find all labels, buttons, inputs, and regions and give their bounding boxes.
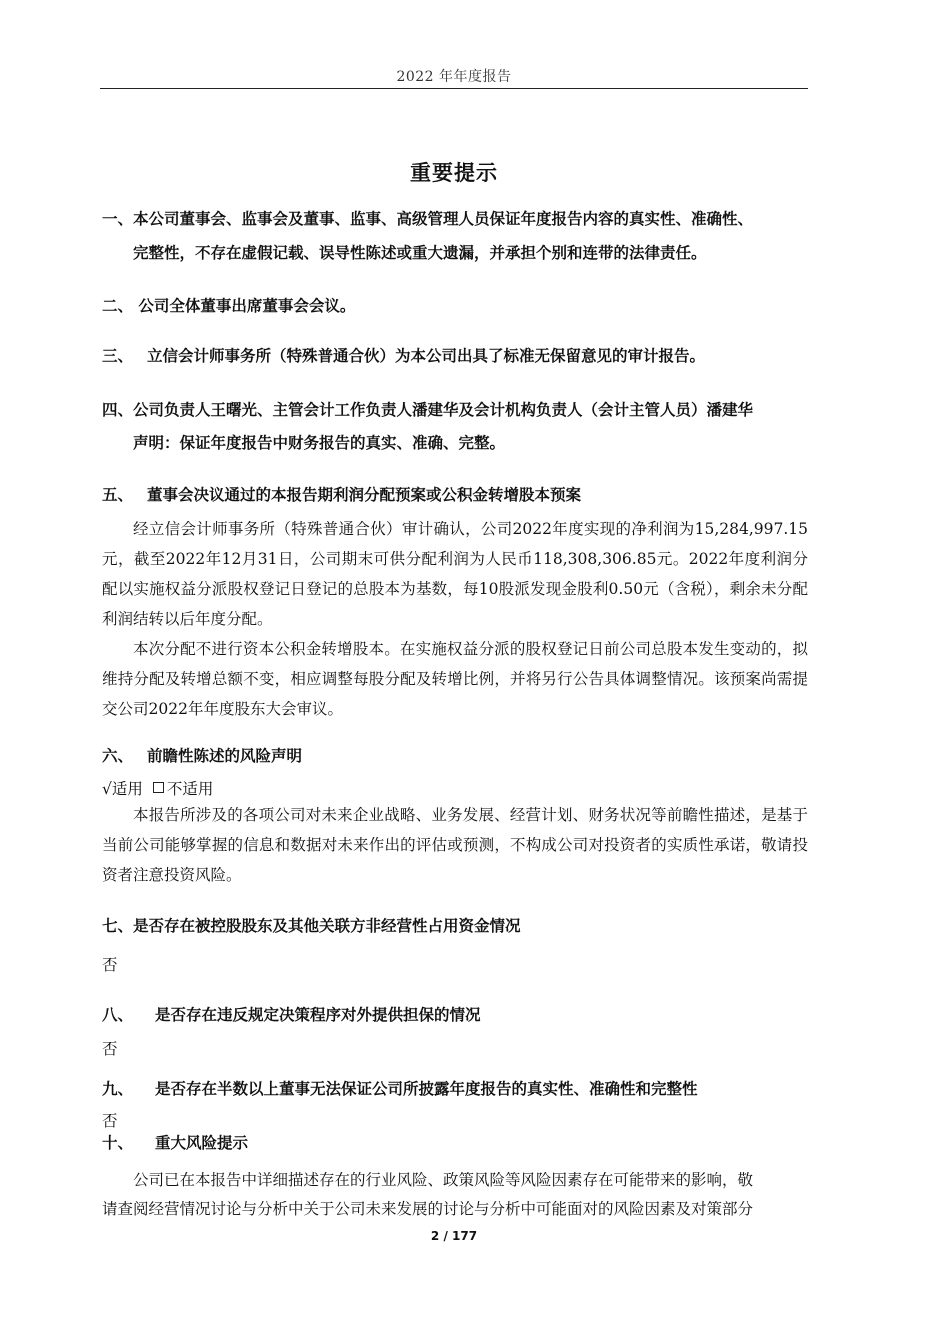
section-7-heading: 七、是否存在被控股股东及其他关联方非经营性占用资金情况 [102, 917, 521, 935]
section-9-answer: 否 [102, 1112, 118, 1130]
section-6-heading [102, 744, 302, 766]
section-1-line-2: 完整性，不存在虚假记载、误导性陈述或重大遗漏，并承担个别和连带的法律责任。 [133, 244, 707, 262]
applicability-options [102, 777, 213, 799]
section-1-line-1: 一、本公司董事会、监事会及董事、监事、高级管理人员保证年度报告内容的真实性、准确性、 [102, 210, 754, 228]
section-4-line-1: 四、公司负责人王曙光、主管会计工作负责人潘建华及会计机构负责人（会计主管人员）潘建华 [102, 401, 754, 419]
running-header: 2022 年年度报告 [396, 69, 512, 85]
section-7-answer: 否 [102, 956, 118, 974]
section-8-number: 八、 [102, 1006, 134, 1024]
applicable-option: √适用 [102, 780, 143, 798]
section-5-heading [102, 483, 581, 505]
header-divider [100, 88, 808, 89]
page-number: 2 / 177 [430, 1229, 478, 1243]
not-applicable-option: 不适用 [166, 780, 214, 798]
page-title: 重要提示 [410, 161, 498, 185]
section-8-heading [102, 1003, 481, 1025]
section-5-number: 五、 [102, 486, 134, 504]
section-9-heading [102, 1077, 698, 1099]
section-5-paragraph-1: 经立信会计师事务所（特殊普通合伙）审计确认，公司2022年度实现的净利润为15,284,997.15元，截至2022年12月31日，公司期末可供分配利润为人民币118,308,306.85元。2022年度利润分配以实施权益分派股权登记日登记的总股本为基数，每10股派发现金股利0.50元（含税），剩余未分配利润结转以后年度分配。 [102, 520, 808, 628]
section-9-text: 是否存在半数以上董事无法保证公司所披露年度报告的真实性、准确性和完整性 [155, 1080, 698, 1098]
section-6-text: 前瞻性陈述的风险声明 [147, 747, 303, 765]
section-3 [102, 344, 705, 366]
section-8-answer: 否 [102, 1040, 118, 1058]
section-10-number: 十、 [102, 1134, 134, 1152]
section-6-number: 六、 [102, 747, 134, 765]
section-3-number: 三、 [102, 347, 134, 365]
section-4-line-2: 声明：保证年度报告中财务报告的真实、准确、完整。 [133, 434, 506, 452]
section-2: 二、 公司全体董事出席董事会会议。 [102, 297, 356, 315]
section-9-number: 九、 [102, 1080, 134, 1098]
section-10-text: 重大风险提示 [155, 1134, 249, 1152]
section-10-heading [102, 1131, 248, 1153]
section-10-line-1: 公司已在本报告中详细描述存在的行业风险、政策风险等风险因素存在可能带来的影响，敬 [133, 1171, 754, 1189]
section-6-paragraph: 本报告所涉及的各项公司对未来企业战略、业务发展、经营计划、财务状况等前瞻性描述，是基于当前公司能够掌握的信息和数据对未来作出的评估或预测，不构成公司对投资者的实质性承诺，敬请投资者注意投资风险。 [102, 806, 808, 884]
checkbox-empty-icon [153, 782, 164, 793]
section-5-paragraph-2: 本次分配不进行资本公积金转增股本。在实施权益分派的股权登记日前公司总股本发生变动的，拟维持分配及转增总额不变，相应调整每股分配及转增比例，并将另行公告具体调整情况。该预案尚需提交公司2022年年度股东大会审议。 [102, 640, 808, 718]
section-6-body [102, 800, 808, 890]
section-3-text: 立信会计师事务所（特殊普通合伙）为本公司出具了标准无保留意见的审计报告。 [147, 347, 706, 365]
section-5-body [102, 514, 808, 724]
section-10-line-2: 请查阅经营情况讨论与分析中关于公司未来发展的讨论与分析中可能面对的风险因素及对策部分 [102, 1200, 754, 1218]
section-5-text: 董事会决议通过的本报告期利润分配预案或公积金转增股本预案 [147, 486, 582, 504]
section-8-text: 是否存在违反规定决策程序对外提供担保的情况 [155, 1006, 481, 1024]
